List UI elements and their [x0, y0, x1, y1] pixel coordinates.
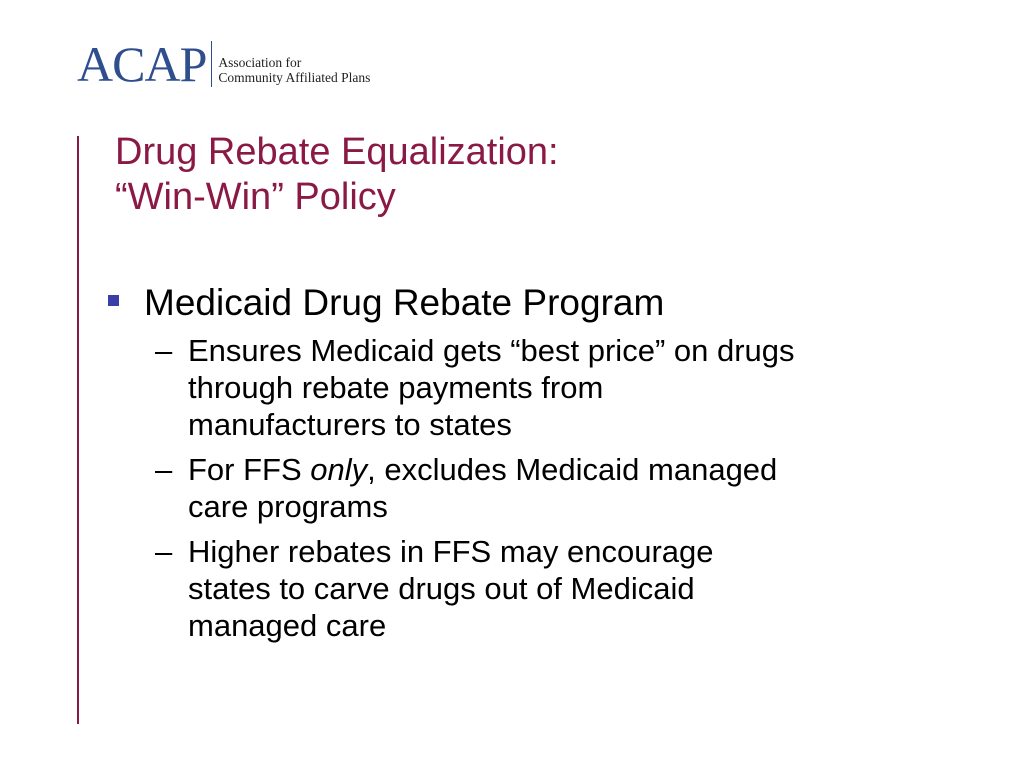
slide-title-line1: Drug Rebate Equalization: [115, 131, 559, 173]
logo-divider [211, 41, 212, 87]
sub-bullet-line: through rebate payments from [188, 370, 604, 405]
sub-bullet-line: states to carve drugs out of Medicaid [188, 571, 695, 606]
side-rule [77, 136, 79, 724]
sub-bullet-line: manufacturers to states [188, 407, 512, 442]
logo-mark: ACAP [77, 36, 207, 92]
logo-tagline [218, 43, 370, 85]
sub-bullet-item [155, 451, 988, 525]
slide-title-line2: “Win-Win” Policy [115, 176, 396, 218]
sub-bullet-item [155, 332, 988, 443]
sub-bullet-emphasis: only [310, 452, 368, 487]
sub-bullet-post: , excludes Medicaid managed [367, 452, 778, 487]
sub-bullet-line: managed care [188, 608, 387, 643]
sub-bullet-text [188, 451, 988, 525]
acap-logo [77, 38, 370, 90]
logo-tagline-line2: Community Affiliated Plans [218, 70, 371, 85]
slide-title [115, 130, 559, 220]
sub-bullet-text [188, 533, 988, 644]
sub-bullet-line [188, 451, 988, 488]
square-bullet-icon [108, 295, 119, 306]
bullet-list [108, 280, 988, 652]
sub-bullet-pre: For FFS [188, 452, 311, 487]
logo-tagline-line1: Association for [218, 55, 302, 70]
bullet-label: Medicaid Drug Rebate Program [144, 282, 665, 323]
dash-bullet-icon: – [155, 452, 173, 487]
sub-bullet-item [155, 533, 988, 644]
sub-bullet-line: Ensures Medicaid gets “best price” on drugs [188, 333, 795, 368]
bullet-item [108, 280, 988, 325]
sub-bullet-text [188, 332, 988, 443]
dash-bullet-icon: – [155, 534, 173, 569]
sub-bullet-line: care programs [188, 489, 388, 524]
sub-bullet-list [155, 332, 988, 644]
dash-bullet-icon: – [155, 333, 173, 368]
sub-bullet-line: Higher rebates in FFS may encourage [188, 534, 714, 569]
